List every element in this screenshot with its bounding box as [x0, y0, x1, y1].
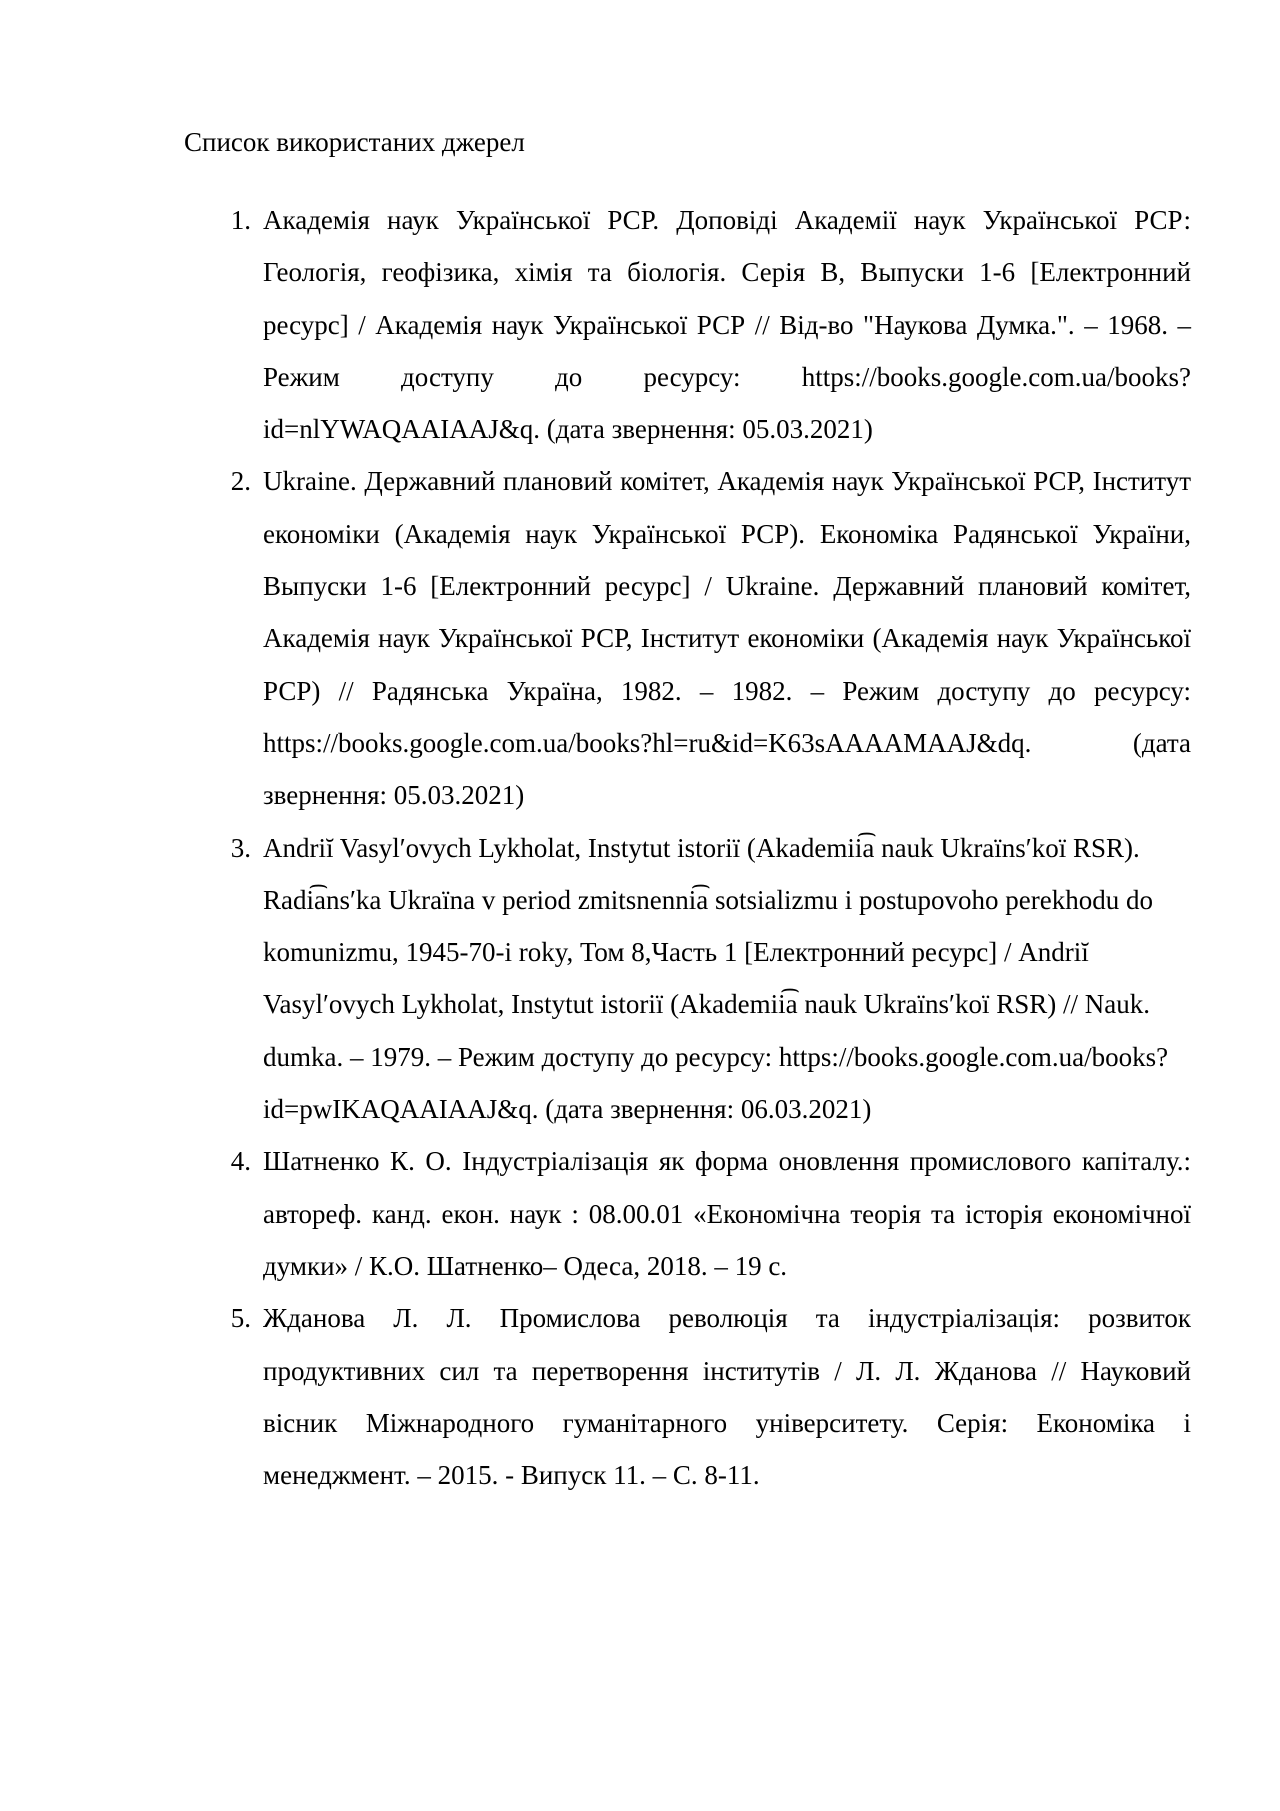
reference-item — [230, 194, 1191, 455]
reference-text: Andriĭ Vasylʹovych Lykholat, Instytut istoriï (Akademii͡a nauk Ukraïnsʹkoï RSR). Radi͡ansʹka Ukraïna v period zmitsnenni͡a sotsializmu i postupovoho perekhodu do komunizmu, 1945-70-i roky, Том 8,Часть 1 [Електронний ресурс] / Andriĭ Vasylʹovych Lykholat, Instytut istoriï (Akademii͡a nauk Ukraïnsʹkoï RSR) // Nauk. dumka. – 1979. – Режим доступу до ресурсу: https://books.google.com.ua/books?id=pwIKAQAAIAAJ&q. (дата звернення: 06.03.2021) — [263, 832, 1169, 1125]
reference-number: 1. — [230, 205, 251, 235]
reference-number: 4. — [230, 1146, 251, 1177]
reference-number: 3. — [230, 832, 251, 863]
reference-item — [230, 1135, 1191, 1292]
reference-text: Жданова Л. Л. Промислова революція та індустріалізація: розвиток продуктивних сил та перетворення інститутів / Л. Л. Жданова // Науковий вісник Міжнародного гуманітарного університету. Серія: Економіка і менеджмент. – 2015. - Випуск 11. – С. 8-11. — [263, 1303, 1191, 1491]
reference-list — [230, 194, 1191, 1501]
reference-text: Ukraine. Державний плановий комітет, Академія наук Української РСР, Інститут економіки (Академія наук Української РСР). Економіка Радянської України, Выпуски 1-6 [Електронний ресурс] / Ukraine. Державний плановий комітет, Академія наук Української РСР, Інститут економіки (Академія наук Української РСР) // Радянська Україна, 1982. – 1982. – Режим доступу до ресурсу: https://books.google.com.ua/books?hl=ru&id=K63sAAAAMAAJ&dq. (дата звернення: 05.03.2021) — [263, 466, 1191, 811]
reference-item — [230, 455, 1191, 821]
reference-number: 5. — [230, 1303, 251, 1334]
page-title: Список використаних джерел — [184, 127, 525, 157]
reference-item — [230, 822, 1191, 1136]
reference-text: Шатненко К. О. Індустріалізація як форма оновлення промислового капіталу.: автореф. канд. екон. наук : 08.00.01 «Економічна теорія та історія економічної думки» / К.О. Шатненко– Одеса, 2018. – 19 с. — [263, 1146, 1191, 1281]
reference-number: 2. — [230, 466, 251, 497]
reference-item — [230, 1292, 1191, 1501]
reference-text: Академія наук Української РСР. Доповіді Академії наук Української РСР: Геологія, геофізика, хімія та біологія. Серія B, Выпуски 1-6 [Електронний ресурс] / Академія наук Української РСР // Від-во "Наукова Думка.". – 1968. – Режим доступу до ресурсу: https://books.google.com.ua/books?id=nlYWAQAAIAAJ&q. (дата звернення: 05.03.2021) — [263, 205, 1191, 445]
